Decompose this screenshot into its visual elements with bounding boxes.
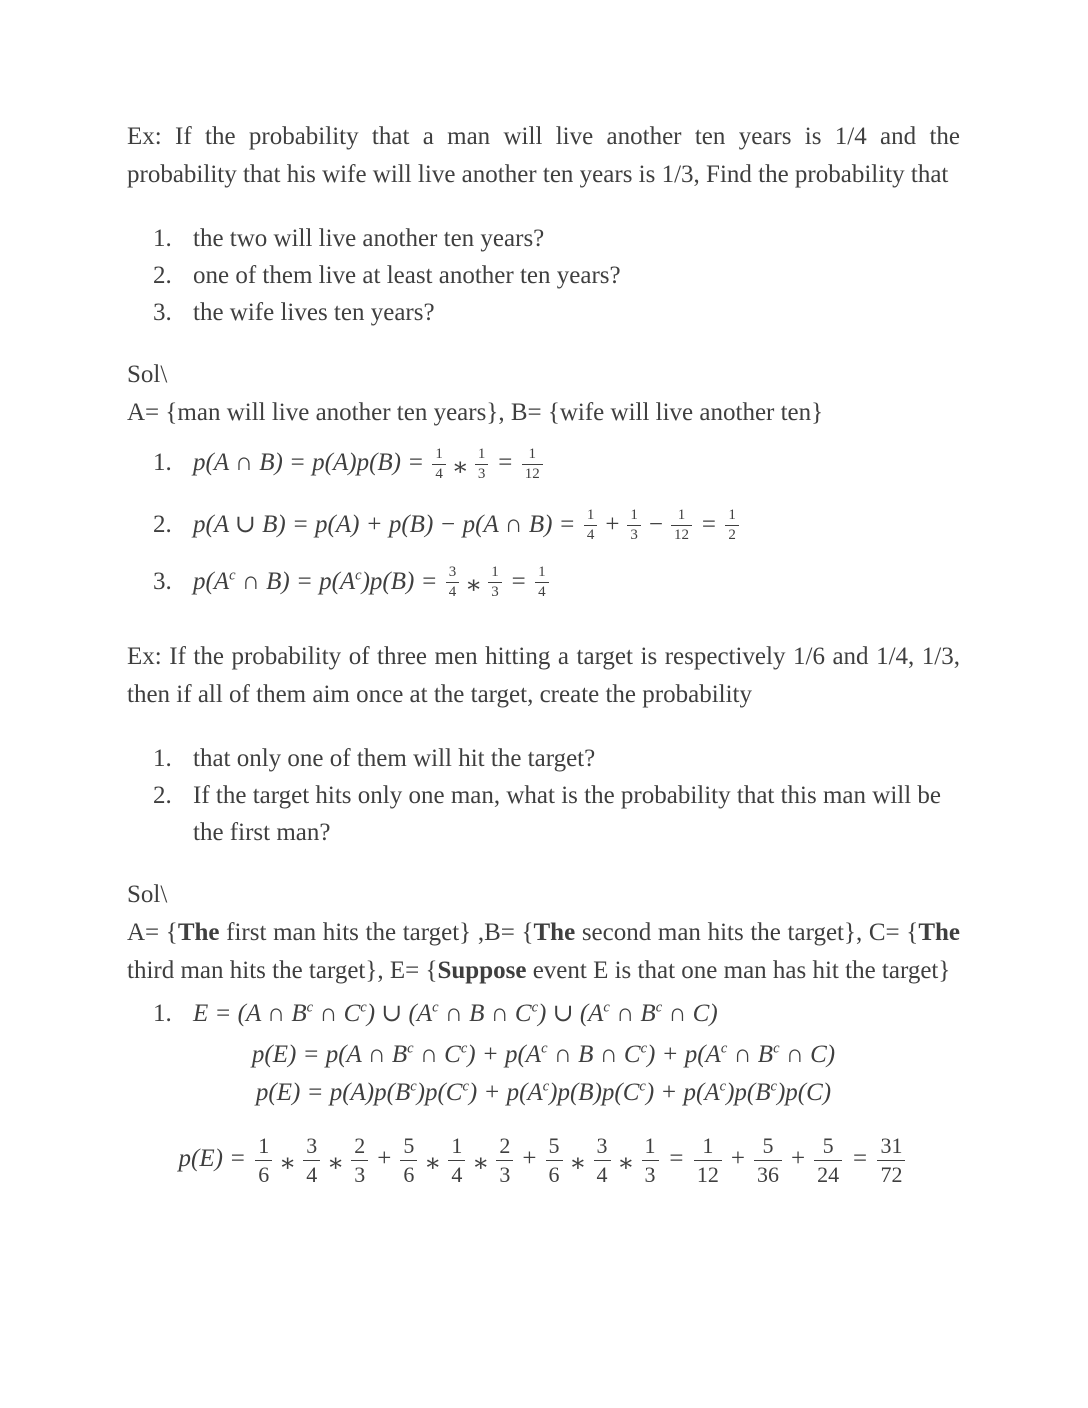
derivation-step-row [127,992,960,1036]
text-run: = [845,1145,875,1172]
list-number: 3. [153,567,172,595]
text-run: ) + p(A [468,1079,543,1106]
list-text [193,553,960,615]
text-run: p(A ∩ B) = p(A)p(B) = [193,449,431,476]
fraction: $\frac{5}{36}$ [754,1133,782,1187]
text-run: p(A ∪ B) = p(A) + p(B) − p(A ∩ B) = [193,510,582,538]
list-number: 1. [153,225,172,252]
text-run: A= { [127,919,178,946]
list-item [127,740,960,777]
fraction: $\frac{1}{2}$ [725,507,739,545]
list-number: 3. [153,299,172,326]
fraction: $\frac{1}{4}$ [432,446,446,484]
text-run: The [533,919,576,946]
superscript: c [640,1040,648,1057]
text-run: p(E) = p(A ∩ B [251,1041,408,1068]
derivation-line1 [193,992,960,1036]
list-text [193,434,960,496]
list-item [127,553,960,615]
list-item [127,434,960,496]
fraction: $\frac{1}{3}$ [627,507,641,545]
text-run: ∩ B [609,1000,656,1027]
text-run: ∩ B ∩ C [438,1000,532,1027]
fraction: $\frac{1}{12}$ [671,507,692,545]
superscript: c [542,1078,550,1095]
superscript: c [229,567,236,584]
text-run: ∩ C) [662,1000,718,1027]
derivation-line3 [127,1074,960,1112]
list-text: that only one of them will hit the target? [193,745,596,772]
fraction: $\frac{1}{12}$ [522,446,543,484]
text-run: ) ∪ (A [366,1000,433,1027]
superscript: c [719,1078,727,1095]
fraction: $\frac{2}{3}$ [496,1133,513,1187]
text-run: third man hits the target}, E= { [127,957,438,984]
fraction: $\frac{5}{24}$ [814,1133,842,1187]
superscript: c [639,1078,646,1095]
operator: + [522,1145,537,1172]
list-number: 1. [153,1000,172,1027]
text-run: p(E) = p(A)p(B [255,1079,411,1106]
fraction: $\frac{1}{4}$ [448,1133,465,1187]
fraction: $\frac{1}{3}$ [488,564,502,602]
sol2-definitions [127,914,960,990]
problem2-statement: Ex: If the probability of three men hitting a target is respectively 1/6 and 1/4, 1/3, then if all of them aim once at the target, create the probability [127,643,960,708]
operator: + [730,1145,745,1172]
fraction: $\frac{1}{4}$ [535,564,549,602]
superscript: c [462,1078,469,1095]
operator: − [648,510,664,538]
sol1-steps [127,434,960,614]
list-number: 2. [153,782,172,809]
text-run: )p(B [726,1079,771,1106]
sol1-label: Sol\ [127,361,168,388]
text-run: ) + p(A [647,1041,721,1068]
list-text: one of them live at least another ten years? [193,262,621,289]
fraction: $\frac{3}{4}$ [303,1133,320,1187]
operator: ∗ [617,1149,635,1177]
superscript: c [407,1040,414,1057]
list-number: 2. [153,262,172,289]
operator: ∗ [327,1149,345,1177]
fraction: $\frac{5}{6}$ [400,1133,417,1187]
text-run: )p(B) = [361,567,444,595]
text-run: )p(C [416,1079,463,1106]
fraction: $\frac{1}{12}$ [694,1133,722,1187]
operator: + [791,1145,806,1172]
problem1-question-list [127,220,960,331]
fraction: $\frac{31}{72}$ [877,1133,905,1187]
operator: + [605,510,620,538]
operator: ∗ [472,1149,490,1177]
sol1-definitions: A= {man will live another ten years}, B= {wife will live another ten} [127,399,824,426]
superscript: c [531,999,539,1016]
text-run: ) ∪ (A [538,1000,604,1027]
fraction: $\frac{5}{6}$ [546,1133,563,1187]
fraction: $\frac{1}{3}$ [475,446,489,484]
list-item [127,257,960,294]
operator: ∗ [569,1149,587,1177]
superscript: c [306,999,314,1016]
list-number: 1. [153,745,172,772]
list-number: 1. [153,449,172,476]
superscript: c [460,1040,468,1057]
text-run: ∩ C [413,1041,461,1068]
text-run: )p(C) [776,1079,832,1106]
text-run: = [503,567,534,595]
fraction: $\frac{2}{3}$ [351,1133,368,1187]
text-run: ∩ C [313,1000,361,1027]
text-run: first man hits the target} ,B= { [219,919,534,946]
operator: ∗ [279,1149,297,1177]
superscript: c [541,1040,548,1057]
list-text: If the target hits only one man, what is the probability that this man will be the first man? [193,782,942,846]
superscript: c [770,1078,777,1095]
text-run: E = (A ∩ B [193,1000,307,1027]
list-item [127,496,960,553]
operator: ∗ [465,572,483,599]
text-run: The [918,919,960,946]
superscript: c [603,999,610,1016]
derivation-line4 [127,1118,960,1205]
problem1-statement: Ex: If the probability that a man will live another ten years is 1/4 and the probability that his wife will live another ten years is 1/3, Find the probability that [127,123,960,188]
fraction: $\frac{3}{4}$ [594,1133,611,1187]
operator: + [377,1145,392,1172]
fraction: $\frac{1}{6}$ [255,1133,272,1187]
operator: ∗ [424,1149,442,1177]
text-run: = [490,449,520,476]
text-run: ∩ B [727,1041,774,1068]
superscript: c [360,999,367,1016]
fraction: $\frac{1}{3}$ [642,1133,659,1187]
superscript: c [355,567,362,584]
superscript: c [773,1040,780,1057]
fraction: $\frac{3}{4}$ [446,564,460,602]
superscript: c [432,999,439,1016]
sol2-label: Sol\ [127,881,168,908]
text-run: ∩ B) = p(A [235,567,356,595]
text-run: p(A [193,567,230,595]
text-run: ∩ C) [779,1041,836,1068]
text-run: ) + p(A [467,1041,542,1068]
superscript: c [410,1078,417,1095]
list-text [193,496,960,553]
derivation-line2 [127,1036,960,1074]
text-run: )p(B)p(C [549,1079,640,1106]
text-run: second man hits the target}, C= { [575,919,919,946]
operator: ∗ [451,453,469,481]
text-run: p(E) = [178,1145,253,1172]
list-item [127,294,960,331]
list-item [127,777,960,851]
text-run: Suppose [437,957,527,984]
text-run: The [177,919,220,946]
text-run: ∩ B ∩ C [547,1041,641,1068]
text-run: event E is that one man has hit the target} [526,957,951,984]
list-number: 2. [153,510,172,538]
list-text: the wife lives ten years? [193,299,435,326]
text-run: = [694,510,724,538]
fraction: $\frac{1}{4}$ [584,507,598,545]
list-item [127,220,960,257]
superscript: c [655,999,663,1016]
list-text: the two will live another ten years? [193,225,545,252]
text-run: ) + p(A [645,1079,720,1106]
superscript: c [720,1040,728,1057]
problem2-question-list [127,740,960,851]
text-run: = [661,1145,691,1172]
